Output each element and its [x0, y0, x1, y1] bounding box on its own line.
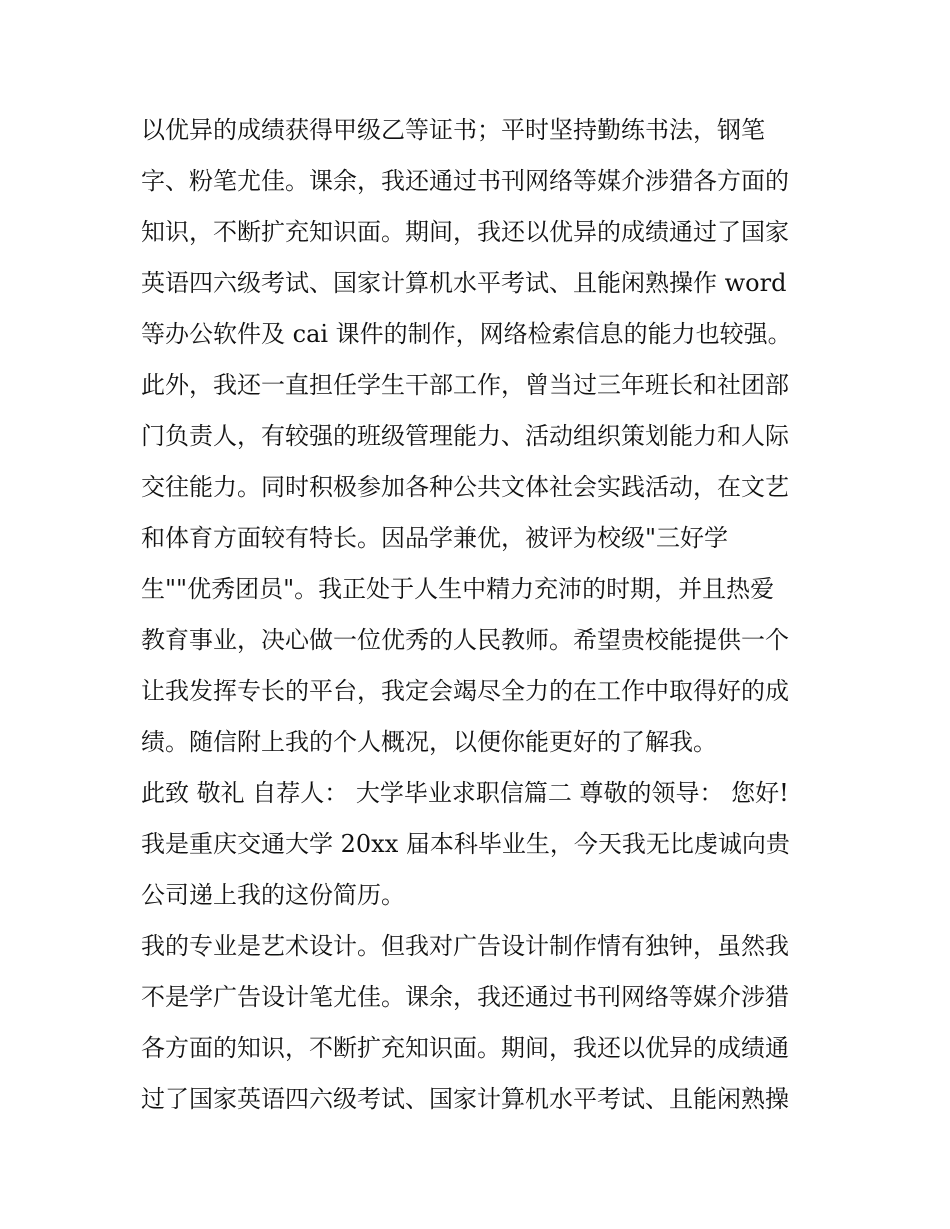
text-line: 以优异的成绩获得甲级乙等证书；平时坚持勤练书法，钢笔: [141, 116, 765, 144]
text-line: 英语四六级考试、国家计算机水平考试、且能闲熟操作 word: [141, 269, 787, 297]
body-text: [141, 105, 821, 1125]
text-line: 公司递上我的这份简历。: [141, 881, 405, 909]
text-line: 我是重庆交通大学 20xx 届本科毕业生，今天我无比虔诚向贵: [141, 830, 790, 858]
text-line: 此致 敬礼 自荐人： 大学毕业求职信篇二 尊敬的领导： 您好!: [141, 779, 789, 807]
text-line: 此外，我还一直担任学生干部工作，曾当过三年班长和社团部: [141, 371, 789, 399]
text-line: 过了国家英语四六级考试、国家计算机水平考试、且能闲熟操: [141, 1085, 789, 1113]
text-line: 教育事业，决心做一位优秀的人民教师。希望贵校能提供一个: [141, 626, 789, 654]
text-line: 不是学广告设计笔尤佳。课余，我还通过书刊网络等媒介涉猎: [141, 983, 789, 1011]
text-line: 让我发挥专长的平台，我定会竭尽全力的在工作中取得好的成: [141, 677, 789, 705]
text-line: 生""优秀团员"。我正处于人生中精力充沛的时期，并且热爱: [141, 575, 775, 603]
text-line: 交往能力。同时积极参加各种公共文体社会实践活动，在文艺: [141, 473, 789, 501]
text-line: 门负责人，有较强的班级管理能力、活动组织策划能力和人际: [141, 422, 789, 450]
text-line: 绩。随信附上我的个人概况，以便你能更好的了解我。: [141, 728, 717, 756]
text-line: 各方面的知识，不断扩充知识面。期间，我还以优异的成绩通: [141, 1034, 789, 1062]
text-line: 和体育方面较有特长。因品学兼优，被评为校级"三好学: [141, 524, 729, 552]
text-line: 等办公软件及 cai 课件的制作，网络检索信息的能力也较强。: [141, 320, 792, 348]
text-line: 知识，不断扩充知识面。期间，我还以优异的成绩通过了国家: [141, 218, 789, 246]
text-line: 我的专业是艺术设计。但我对广告设计制作情有独钟，虽然我: [141, 932, 789, 960]
text-line: 字、粉笔尤佳。课余，我还通过书刊网络等媒介涉猎各方面的: [141, 167, 789, 195]
